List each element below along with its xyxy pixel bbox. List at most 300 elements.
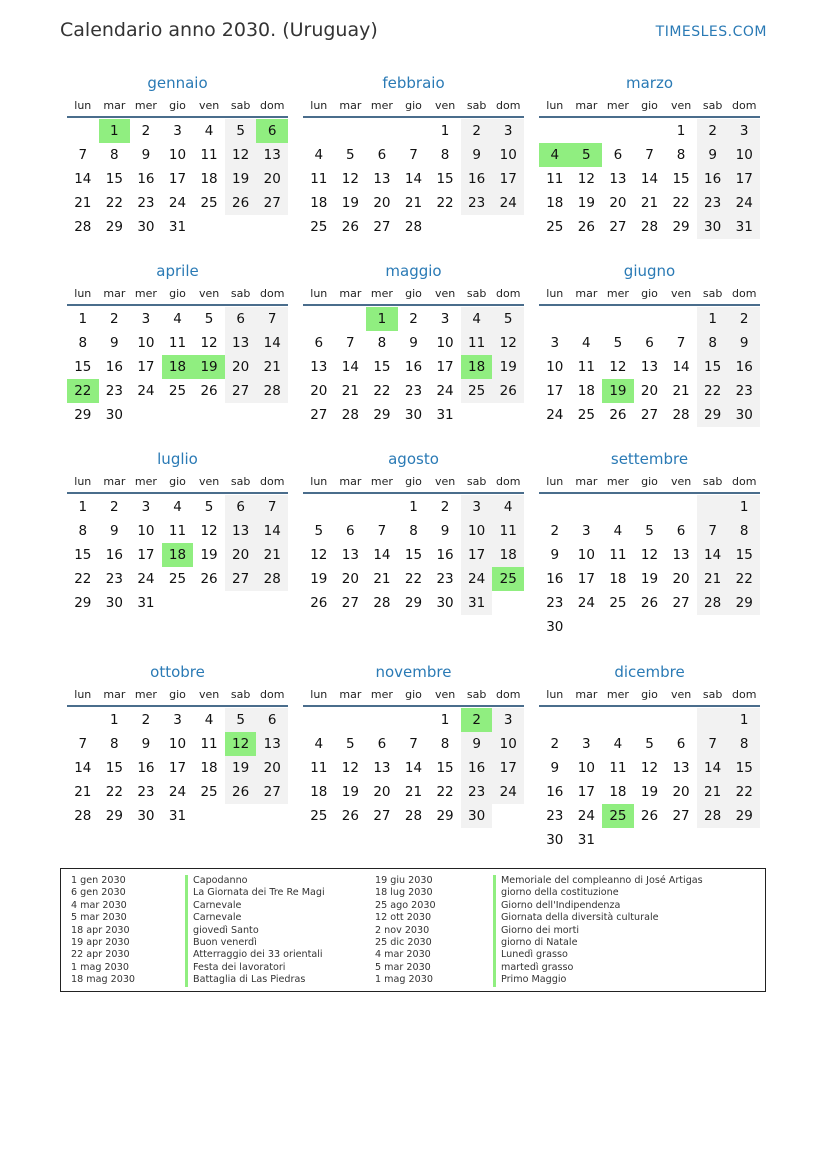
day-cell: 9 (141, 147, 151, 163)
day-cell: 26 (200, 383, 218, 399)
day-cell: 1 (697, 307, 729, 331)
day-cell: 31 (168, 808, 187, 824)
legend-date: 18 mag 2030 (71, 974, 136, 986)
day-cell: 10 (168, 147, 187, 163)
day-cell: 8 (78, 523, 88, 539)
holiday-day-cell: 19 (602, 379, 634, 403)
day-cell: 7 (697, 732, 729, 756)
weekday-label: gio (405, 287, 422, 300)
day-cell: 8 (728, 519, 760, 543)
day-cell: 6 (314, 335, 324, 351)
day-cell: 13 (609, 171, 627, 187)
legend-names-col-1 (185, 875, 325, 987)
legend-date: 4 mar 2030 (71, 899, 127, 911)
day-cell: 27 (373, 808, 391, 824)
day-cell: 24 (436, 383, 454, 399)
day-cell: 13 (310, 359, 328, 375)
day-cell: 14 (373, 547, 391, 563)
month-settembre (539, 448, 760, 661)
day-cell: 3 (492, 708, 524, 732)
weekday-label: ven (198, 287, 220, 300)
legend-date: 25 dic 2030 (375, 936, 432, 948)
day-cell: 8 (377, 335, 387, 351)
day-cell: 5 (225, 708, 257, 732)
weekday-label: mar (339, 475, 362, 488)
empty-cell (335, 307, 367, 331)
holiday-day-cell: 2 (461, 708, 493, 732)
day-cell: 28 (256, 379, 288, 403)
day-cell: 9 (440, 523, 450, 539)
day-cell: 19 (310, 571, 328, 587)
weekday-header (539, 470, 760, 492)
day-cell: 22 (728, 780, 760, 804)
weekday-label: mer (370, 688, 393, 701)
day-cell: 19 (341, 195, 359, 211)
day-cell: 22 (697, 379, 729, 403)
day-cell: 16 (697, 167, 729, 191)
weekday-label: gio (641, 688, 658, 701)
site-link[interactable]: TIMESLES.COM (655, 24, 767, 40)
weekday-label: mer (606, 475, 629, 488)
day-cell: 24 (577, 808, 595, 824)
day-cell: 29 (697, 403, 729, 427)
empty-cell (335, 495, 367, 519)
weekday-label: mar (339, 99, 362, 112)
day-cell: 1 (78, 499, 88, 515)
day-cell: 4 (204, 123, 214, 139)
weekday-label: lun (546, 287, 564, 300)
day-cell: 31 (168, 219, 187, 235)
day-cell: 30 (404, 407, 423, 423)
day-cell: 16 (728, 355, 760, 379)
empty-cell (697, 495, 729, 519)
day-cell: 10 (577, 760, 595, 776)
day-cell: 26 (225, 191, 257, 215)
day-cell: 20 (341, 571, 359, 587)
day-cell: 22 (404, 571, 423, 587)
day-cell: 10 (461, 519, 493, 543)
day-cell: 2 (141, 123, 151, 139)
day-cell: 12 (492, 331, 524, 355)
weekday-label: dom (259, 475, 285, 488)
day-cell: 30 (137, 219, 155, 235)
day-cell: 13 (640, 359, 659, 375)
months-row (67, 448, 760, 661)
day-cell: 17 (436, 359, 454, 375)
weekday-label: gio (641, 287, 658, 300)
legend-holiday-name: Atterraggio dei 33 orientali (185, 949, 325, 961)
empty-cell (602, 495, 634, 519)
day-cell: 27 (672, 808, 690, 824)
weekday-label: ven (434, 688, 456, 701)
day-cell: 13 (256, 732, 288, 756)
legend-date: 2 nov 2030 (375, 924, 430, 936)
day-cell: 3 (492, 119, 524, 143)
empty-cell (539, 708, 571, 732)
weekday-label: sab (230, 99, 251, 112)
empty-cell (398, 708, 430, 732)
weekday-label: mer (606, 287, 629, 300)
day-cell: 8 (440, 736, 450, 752)
days-grid (539, 119, 760, 239)
legend-holiday-name: Battaglia di Las Piedras (185, 974, 325, 986)
day-cell: 11 (200, 147, 218, 163)
weekday-label: sab (466, 688, 487, 701)
day-cell: 12 (640, 547, 659, 563)
day-cell: 28 (697, 804, 729, 828)
day-cell: 17 (492, 167, 524, 191)
day-cell: 25 (168, 571, 187, 587)
weekday-label: gio (169, 287, 186, 300)
month-name: gennaio (147, 74, 208, 92)
day-cell: 26 (341, 219, 359, 235)
day-cell: 4 (173, 311, 182, 327)
weekday-label: dom (731, 688, 757, 701)
empty-cell (335, 708, 367, 732)
day-cell: 27 (225, 567, 257, 591)
weekday-label: ven (670, 688, 692, 701)
weekday-label: sab (702, 475, 723, 488)
day-cell: 2 (409, 311, 418, 327)
day-cell: 5 (346, 147, 355, 163)
day-cell: 15 (728, 543, 760, 567)
holiday-day-cell: 22 (67, 379, 99, 403)
holiday-day-cell: 6 (256, 119, 288, 143)
day-cell: 13 (225, 331, 257, 355)
day-cell: 25 (461, 379, 493, 403)
day-cell: 12 (640, 760, 659, 776)
day-cell: 21 (256, 543, 288, 567)
day-cell: 12 (200, 335, 218, 351)
day-cell: 24 (168, 784, 187, 800)
day-cell: 5 (314, 523, 324, 539)
day-cell: 14 (74, 171, 92, 187)
weekday-label: mar (339, 287, 362, 300)
day-cell: 20 (225, 543, 257, 567)
legend-dates-col-1 (71, 875, 135, 987)
day-cell: 9 (550, 760, 560, 776)
day-cell: 14 (404, 171, 423, 187)
empty-cell (571, 708, 603, 732)
day-cell: 9 (409, 335, 418, 351)
day-cell: 19 (640, 571, 659, 587)
days-grid (67, 307, 288, 427)
day-cell: 17 (168, 171, 187, 187)
month-name: marzo (625, 74, 674, 92)
empty-cell (571, 119, 603, 143)
legend-date: 1 mag 2030 (375, 974, 433, 986)
day-cell: 19 (225, 756, 257, 780)
day-cell: 18 (609, 784, 627, 800)
day-cell: 18 (310, 784, 328, 800)
legend-date: 22 apr 2030 (71, 949, 130, 961)
day-cell: 22 (728, 567, 760, 591)
day-cell: 13 (672, 760, 690, 776)
day-cell: 14 (341, 359, 359, 375)
day-cell: 1 (676, 123, 686, 139)
weekday-label: gio (169, 99, 186, 112)
day-cell: 20 (672, 784, 690, 800)
weekday-header (67, 470, 288, 492)
weekday-label: mar (575, 475, 598, 488)
empty-cell (602, 119, 634, 143)
day-cell: 28 (74, 808, 92, 824)
empty-cell (539, 307, 571, 331)
day-cell: 3 (440, 311, 450, 327)
weekday-label: lun (546, 688, 564, 701)
days-grid (303, 495, 524, 615)
weekday-header (539, 94, 760, 116)
weekday-header (67, 94, 288, 116)
weekday-label: sab (230, 287, 251, 300)
month-marzo (539, 72, 760, 260)
day-cell: 9 (728, 331, 760, 355)
day-cell: 8 (728, 732, 760, 756)
months-row (67, 661, 760, 852)
legend-date: 19 apr 2030 (71, 936, 130, 948)
day-cell: 18 (546, 195, 564, 211)
weekday-label: gio (405, 688, 422, 701)
weekday-label: ven (434, 287, 456, 300)
day-cell: 2 (440, 499, 450, 515)
day-cell: 7 (78, 736, 88, 752)
legend-date: 19 giu 2030 (375, 875, 433, 886)
day-cell: 3 (550, 335, 560, 351)
day-cell: 27 (256, 191, 288, 215)
month-name: settembre (610, 450, 689, 468)
day-cell: 18 (609, 571, 627, 587)
empty-cell (665, 708, 697, 732)
day-cell: 28 (404, 219, 423, 235)
day-cell: 20 (373, 784, 391, 800)
months-grid (67, 72, 760, 852)
weekday-label: mar (575, 688, 598, 701)
day-cell: 27 (310, 407, 328, 423)
day-cell: 26 (492, 379, 524, 403)
weekday-label: gio (641, 475, 658, 488)
day-cell: 13 (373, 171, 391, 187)
empty-cell (366, 495, 398, 519)
day-cell: 26 (577, 219, 595, 235)
weekday-label: lun (74, 99, 92, 112)
month-aprile (67, 260, 288, 448)
day-cell: 2 (550, 736, 560, 752)
legend-holiday-name: Buon venerdì (185, 937, 325, 949)
day-cell: 15 (74, 547, 92, 563)
empty-cell (303, 119, 335, 143)
empty-cell (602, 708, 634, 732)
day-cell: 11 (168, 523, 187, 539)
day-cell: 23 (137, 784, 155, 800)
empty-cell (665, 307, 697, 331)
legend-date: 1 gen 2030 (71, 875, 126, 886)
day-cell: 22 (436, 784, 454, 800)
weekday-label: mer (370, 99, 393, 112)
legend-holiday-name: Memoriale del compleanno di José Artigas (493, 875, 703, 887)
day-cell: 16 (546, 571, 564, 587)
day-cell: 15 (404, 547, 423, 563)
day-cell: 21 (404, 784, 423, 800)
day-cell: 5 (645, 523, 654, 539)
day-cell: 1 (78, 311, 88, 327)
empty-cell (303, 495, 335, 519)
page-title: Calendario anno 2030. (Uruguay) (60, 19, 378, 41)
day-cell: 27 (341, 595, 359, 611)
day-cell: 4 (492, 495, 524, 519)
day-cell: 24 (492, 780, 524, 804)
day-cell: 8 (78, 335, 88, 351)
empty-cell (366, 119, 398, 143)
weekday-label: sab (466, 475, 487, 488)
legend-holiday-name: Giorno dei morti (493, 925, 703, 937)
day-cell: 15 (373, 359, 391, 375)
day-cell: 22 (373, 383, 391, 399)
day-cell: 15 (74, 359, 92, 375)
day-cell: 19 (341, 784, 359, 800)
day-cell: 26 (640, 595, 659, 611)
weekday-label: dom (731, 287, 757, 300)
day-cell: 4 (461, 307, 493, 331)
weekday-label: sab (702, 99, 723, 112)
weekday-header (539, 282, 760, 304)
day-cell: 1 (440, 712, 450, 728)
day-cell: 14 (672, 359, 690, 375)
empty-cell (571, 307, 603, 331)
day-cell: 29 (105, 808, 123, 824)
day-cell: 22 (672, 195, 690, 211)
day-cell: 25 (310, 219, 328, 235)
day-cell: 11 (609, 547, 627, 563)
legend-holiday-name: Festa dei lavoratori (185, 962, 325, 974)
day-cell: 1 (728, 708, 760, 732)
day-cell: 9 (141, 736, 151, 752)
day-cell: 2 (110, 499, 119, 515)
day-cell: 17 (546, 383, 564, 399)
day-cell: 15 (697, 355, 729, 379)
month-maggio (303, 260, 524, 448)
day-cell: 14 (256, 519, 288, 543)
legend-date: 6 gen 2030 (71, 887, 126, 899)
day-cell: 1 (728, 495, 760, 519)
day-cell: 31 (728, 215, 760, 239)
day-cell: 11 (461, 331, 493, 355)
day-cell: 28 (74, 219, 92, 235)
day-cell: 9 (697, 143, 729, 167)
day-cell: 29 (105, 219, 123, 235)
empty-cell (303, 307, 335, 331)
day-cell: 24 (461, 567, 493, 591)
weekday-label: mar (103, 688, 126, 701)
weekday-label: mer (134, 475, 157, 488)
legend-holiday-name: giorno della costituzione (493, 887, 703, 899)
weekday-label: mar (103, 287, 126, 300)
day-cell: 15 (436, 760, 454, 776)
day-cell: 22 (436, 195, 454, 211)
weekday-label: lun (310, 287, 328, 300)
day-cell: 5 (225, 119, 257, 143)
day-cell: 14 (256, 331, 288, 355)
day-cell: 23 (404, 383, 423, 399)
empty-cell (634, 307, 666, 331)
weekday-label: lun (310, 99, 328, 112)
weekday-label: dom (495, 287, 521, 300)
days-grid (303, 119, 524, 239)
weekday-label: mar (575, 287, 598, 300)
day-cell: 2 (728, 307, 760, 331)
weekday-label: lun (74, 475, 92, 488)
day-cell: 17 (461, 543, 493, 567)
empty-cell (634, 495, 666, 519)
weekday-label: gio (169, 688, 186, 701)
empty-cell (634, 708, 666, 732)
empty-cell (398, 119, 430, 143)
day-cell: 7 (256, 307, 288, 331)
month-name: dicembre (614, 663, 685, 681)
day-cell: 6 (225, 307, 257, 331)
day-cell: 19 (200, 547, 218, 563)
day-cell: 29 (672, 219, 690, 235)
weekday-label: sab (702, 688, 723, 701)
month-agosto (303, 448, 524, 661)
day-cell: 6 (645, 335, 654, 351)
empty-cell (602, 307, 634, 331)
month-dicembre (539, 661, 760, 852)
empty-cell (67, 119, 99, 143)
weekday-label: mar (103, 99, 126, 112)
legend-holiday-name: giovedì Santo (185, 925, 325, 937)
weekday-label: lun (546, 99, 564, 112)
day-cell: 10 (728, 143, 760, 167)
day-cell: 11 (310, 760, 328, 776)
day-cell: 26 (310, 595, 328, 611)
day-cell: 30 (546, 619, 564, 635)
day-cell: 29 (728, 804, 760, 828)
day-cell: 25 (200, 784, 218, 800)
day-cell: 15 (728, 756, 760, 780)
day-cell: 13 (373, 760, 391, 776)
day-cell: 30 (461, 804, 493, 828)
day-cell: 21 (341, 383, 359, 399)
weekday-label: mer (370, 475, 393, 488)
month-name: aprile (156, 262, 199, 280)
month-name: ottobre (150, 663, 205, 681)
day-cell: 6 (676, 736, 686, 752)
month-ottobre (67, 661, 288, 852)
day-cell: 8 (110, 736, 119, 752)
day-cell: 29 (436, 808, 454, 824)
day-cell: 9 (550, 547, 560, 563)
day-cell: 18 (310, 195, 328, 211)
day-cell: 11 (546, 171, 564, 187)
weekday-label: ven (670, 287, 692, 300)
day-cell: 21 (74, 784, 92, 800)
day-cell: 27 (256, 780, 288, 804)
days-grid (67, 119, 288, 239)
month-name: giugno (623, 262, 676, 280)
day-cell: 11 (492, 519, 524, 543)
legend-holiday-name: La Giornata dei Tre Re Magi (185, 887, 325, 899)
month-name: maggio (385, 262, 442, 280)
day-cell: 7 (346, 335, 355, 351)
day-cell: 30 (728, 403, 760, 427)
day-cell: 11 (200, 736, 218, 752)
day-cell: 7 (676, 335, 686, 351)
day-cell: 10 (492, 732, 524, 756)
day-cell: 18 (577, 383, 595, 399)
day-cell: 25 (546, 219, 564, 235)
day-cell: 11 (609, 760, 627, 776)
weekday-label: sab (466, 287, 487, 300)
